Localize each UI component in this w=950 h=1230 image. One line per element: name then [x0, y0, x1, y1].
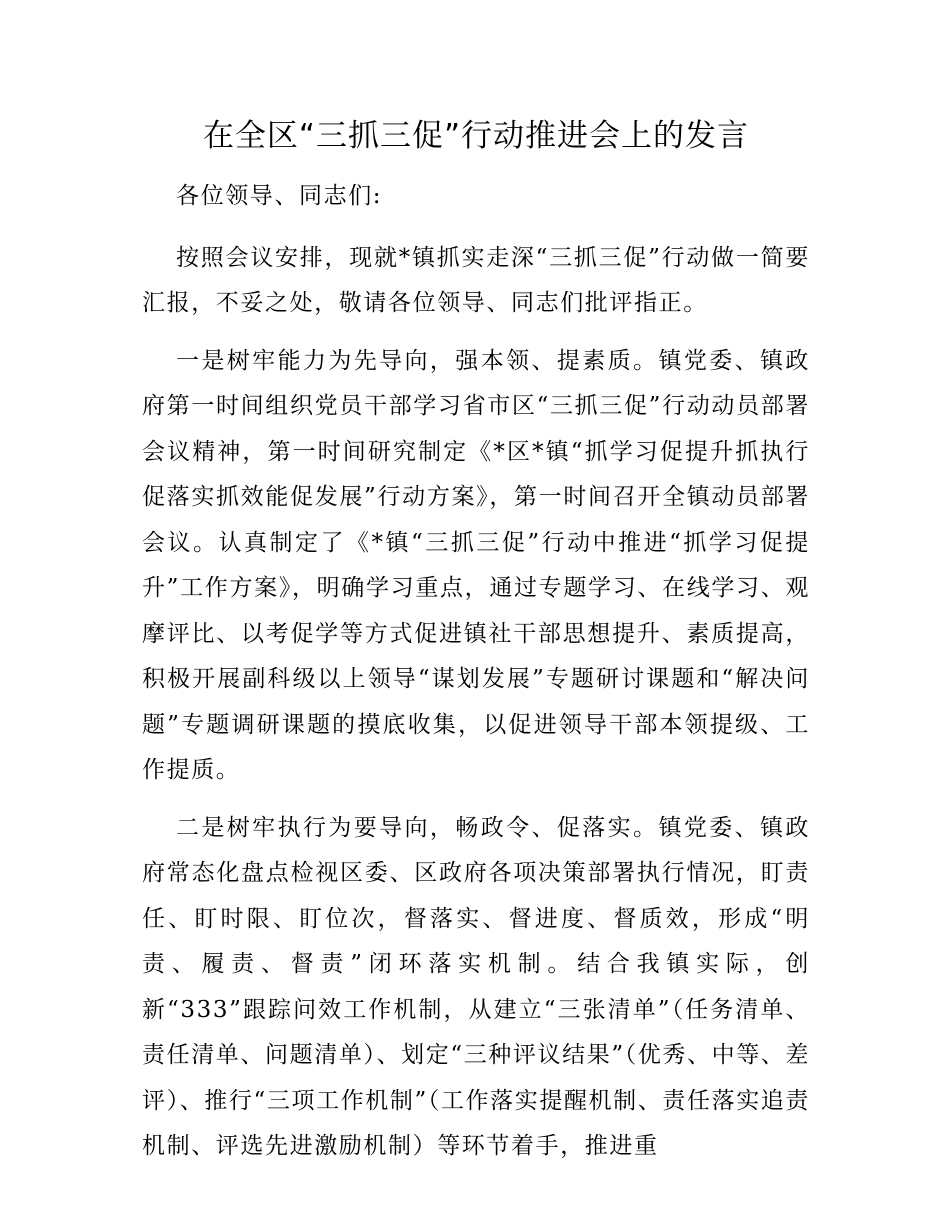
document-title: 在全区“三抓三促”行动推进会上的发言	[202, 118, 750, 154]
paragraph-point-one: 一是树牢能力为先导向，强本领、提素质。镇党委、镇政府第一时间组织党员干部学习省市区“三抓三促”行动动员部署会议精神，第一时间研究制定《*区*镇“抓学习促提升抓执行促落实抓效能促发展”行动方案》，第一时间召开全镇动员部署会议。认真制定了《*镇“三抓三促”行动中推进“抓学习促提升”工作方案》，明确学习重点，通过专题学习、在线学习、观摩评比、以考促学等方式促进镇社干部思想提升、素质提高，积极开展副科级以上领导“谋划发展”专题研讨课题和“解决问题”专题调研课题的摸底收集，以促进领导干部本领提级、工作提质。	[142, 347, 810, 783]
paragraph-intro: 按照会议安排，现就*镇抓实走深“三抓三促”行动做一简要汇报，不妥之处，敬请各位领导、同志们批评指正。	[142, 244, 810, 316]
paragraph-point-two: 二是树牢执行为要导向，畅政令、促落实。镇党委、镇政府常态化盘点检视区委、区政府各项决策部署执行情况，盯责任、盯时限、盯位次，督落实、督进度、督质效，形成“明责、履责、督责”闭环落实机制。结合我镇实际，创新“333”跟踪问效工作机制，从建立“三张清单”（任务清单、责任清单、问题清单）、划定“三种评议结果”（优秀、中等、差评）、推行“三项工作机制”（工作落实提醒机制、责任落实追责机制、评选先进激励机制）等环节着手，推进重	[142, 814, 810, 1159]
salutation: 各位领导、同志们:	[176, 183, 383, 209]
